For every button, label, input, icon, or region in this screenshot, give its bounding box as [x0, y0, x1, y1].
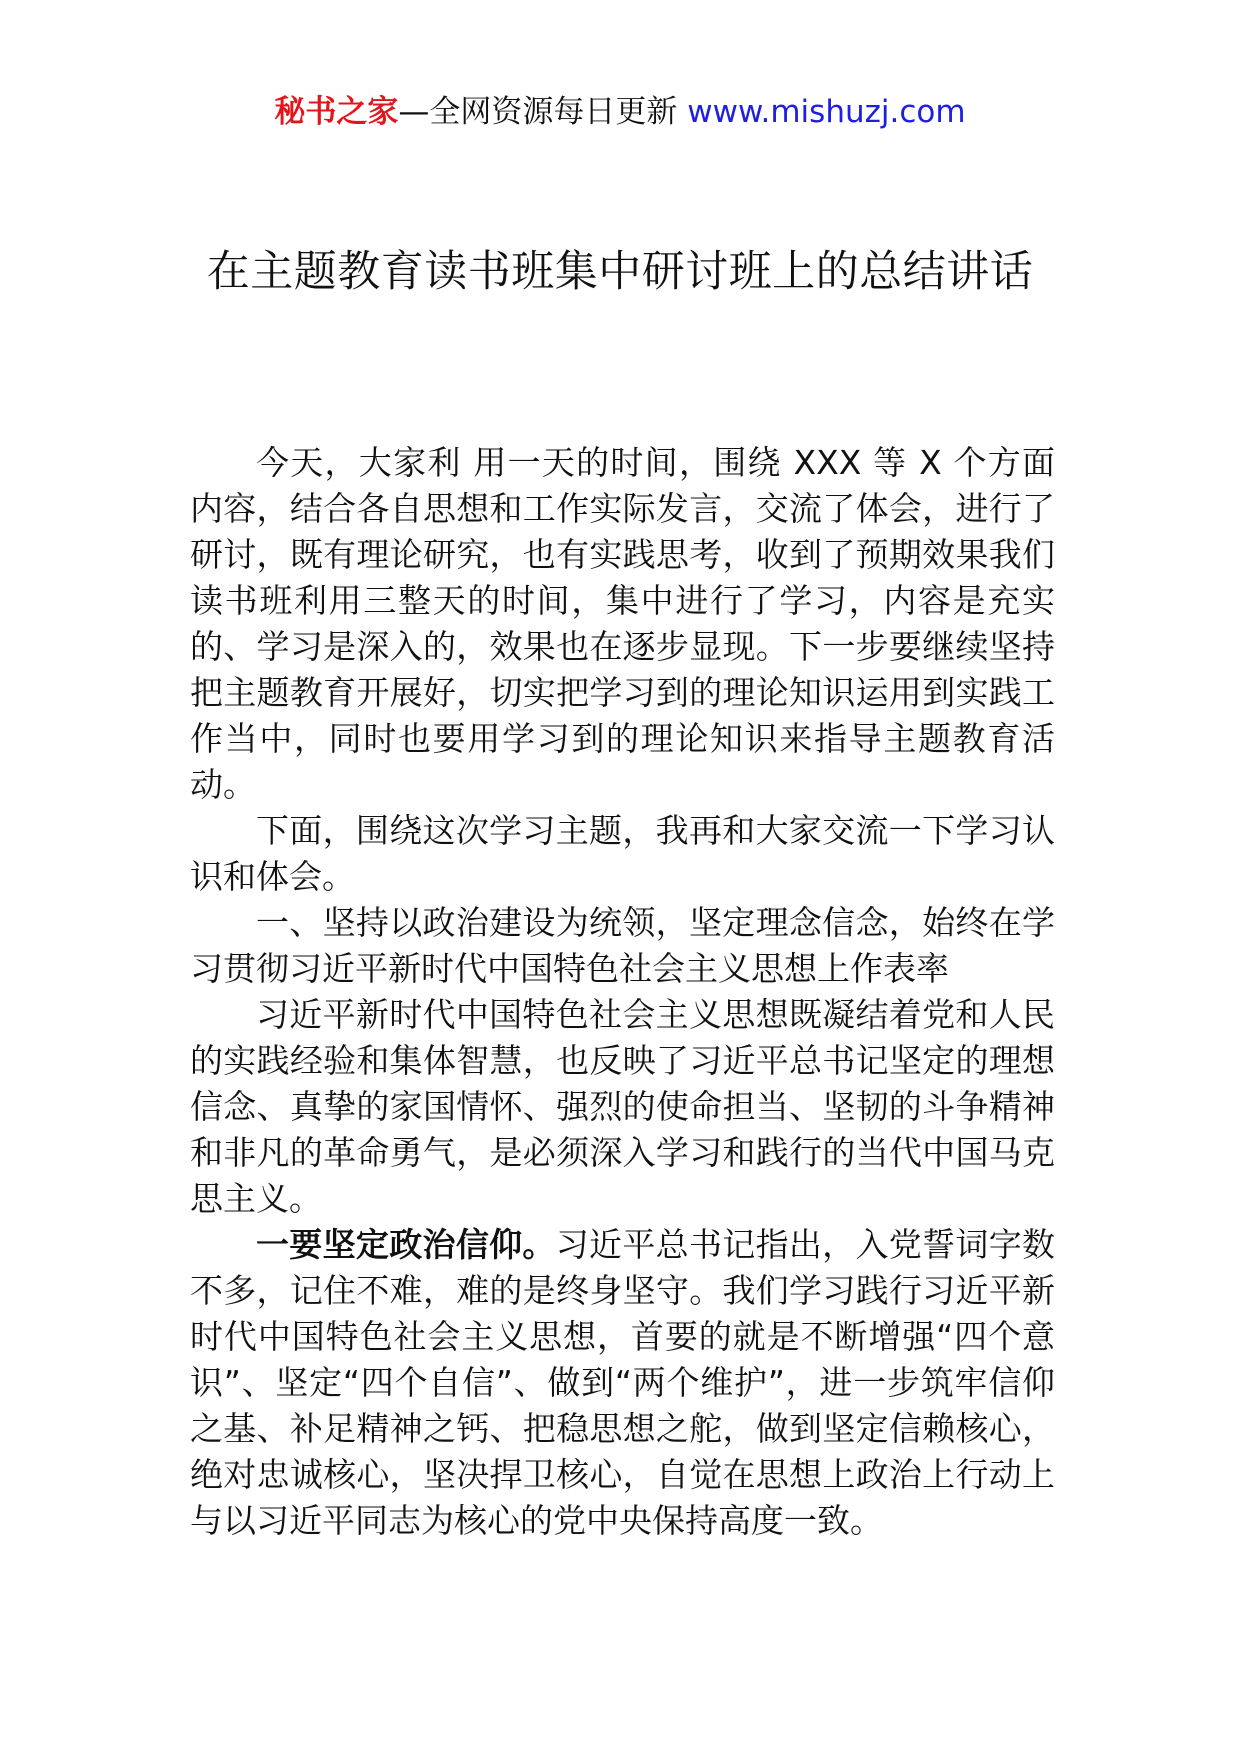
- site-url-link[interactable]: www.mishuzj.com: [687, 94, 966, 130]
- paragraph-lead-bold: 一要坚定政治信仰。: [256, 1225, 556, 1264]
- document-title: 在主题教育读书班集中研讨班上的总结讲话: [206, 247, 1034, 297]
- section-heading-1: 一、坚持以政治建设为统领，坚定理念信念，始终在学习贯彻习近平新时代中国特色社会主义思想上作表率: [190, 903, 1055, 988]
- document-body: [190, 440, 1055, 1544]
- paragraph-section-1: 习近平新时代中国特色社会主义思想既凝结着党和人民的实践经验和集体智慧，也反映了习近平总书记坚定的理想信念、真挚的家国情怀、强烈的使命担当、坚韧的斗争精神和非凡的革命勇气，是必须深入学习和践行的当代中国马克思主义。: [190, 995, 1055, 1218]
- header-tagline: —全网资源每日更新: [398, 94, 678, 130]
- paragraph-political-belief: [190, 1222, 1055, 1544]
- paragraph-intro: 今天，大家利 用一天的时间，围绕 XXX 等 X 个方面内容，结合各自思想和工作实际发言，交流了体会，进行了研讨，既有理论研究，也有实践思考，收到了预期效果我们读书班利用三整天的时间，集中进行了学习，内容是充实的、学习是深入的，效果也在逐步显现。下一步要继续坚持把主题教育开展好，切实把学习到的理论知识运用到实践工作当中，同时也要用学习到的理论知识来指导主题教育活动。: [190, 443, 1055, 804]
- site-header: [0, 92, 1240, 132]
- brand-name: 秘书之家: [274, 94, 399, 130]
- paragraph-lead-body: 习近平总书记指出，入党誓词字数不多，记住不难，难的是终身坚守。我们学习践行习近平新时代中国特色社会主义思想，首要的就是不断增强“四个意识”、坚定“四个自信”、做到“两个维护”，进一步筑牢信仰之基、补足精神之钙、把稳思想之舵，做到坚定信赖核心，绝对忠诚核心，坚决捍卫核心，自觉在思想上政治上行动上与以习近平同志为核心的党中央保持高度一致。: [190, 1225, 1056, 1540]
- paragraph-transition: 下面，围绕这次学习主题，我再和大家交流一下学习认识和体会。: [190, 811, 1055, 896]
